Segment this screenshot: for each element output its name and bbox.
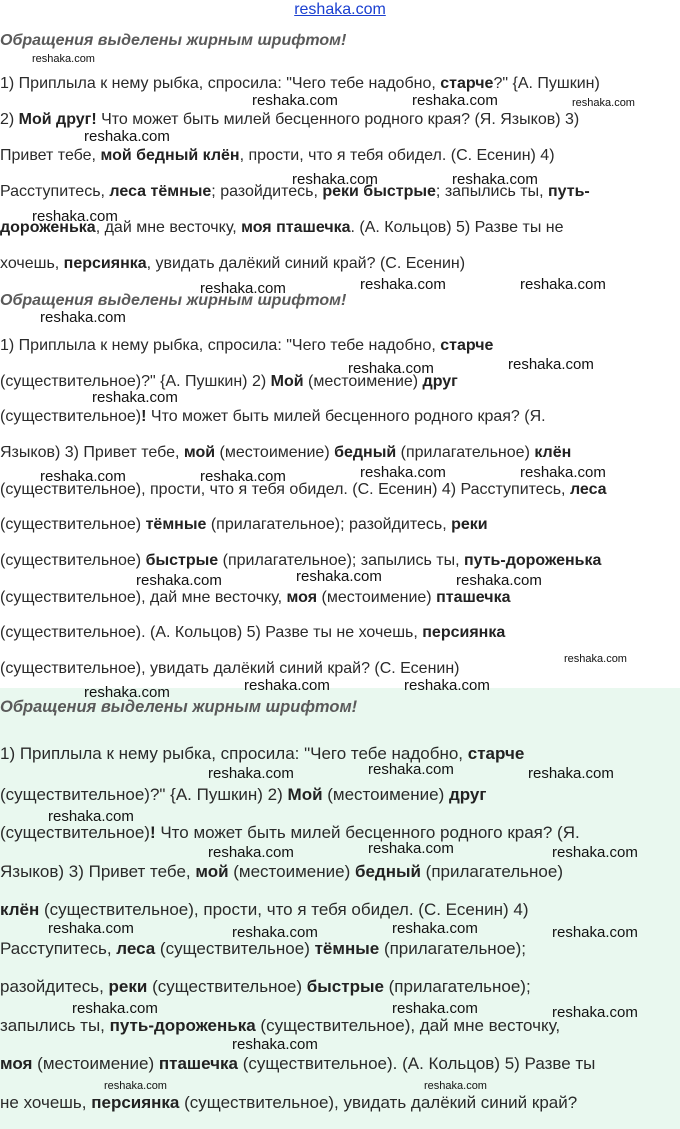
watermark-text: reshaka.com xyxy=(412,92,498,109)
text-run: разойдитесь, xyxy=(0,977,109,996)
text-line xyxy=(0,516,488,534)
watermark-text: reshaka.com xyxy=(232,1036,318,1053)
text-run: ; разойдитесь, xyxy=(211,183,323,200)
text-run: (существительное), дай мне весточку, xyxy=(0,589,287,606)
watermark-text: reshaka.com xyxy=(360,464,446,481)
bold-address: тёмные xyxy=(314,939,380,958)
watermark-text: reshaka.com xyxy=(392,1000,478,1017)
text-run: , увидать далёкий синий край? (С. Есенин) xyxy=(146,255,466,272)
section-heading-3: Обращения выделены жирным шрифтом! xyxy=(0,698,358,716)
bold-address: тёмные xyxy=(145,516,207,533)
text-line xyxy=(0,1016,560,1036)
text-run: Что может быть милей бесценного родного края? (Я. Языков) 3) xyxy=(96,111,580,128)
bold-address: путь-дороженька xyxy=(109,1016,256,1035)
bold-address: быстрые xyxy=(145,552,219,569)
bold-address: мой xyxy=(183,444,216,461)
bold-address: моя xyxy=(286,589,318,606)
text-run: (местоимение) xyxy=(322,785,449,804)
text-run: (местоимение) xyxy=(228,862,355,881)
text-line xyxy=(0,589,511,607)
watermark-text: reshaka.com xyxy=(572,97,635,109)
watermark-text: reshaka.com xyxy=(368,761,454,778)
text-line xyxy=(0,823,580,843)
bold-address: ! xyxy=(141,408,147,425)
text-run: (существительное) xyxy=(0,516,146,533)
watermark-text: reshaka.com xyxy=(48,920,134,937)
watermark-text: reshaka.com xyxy=(32,53,95,65)
text-line xyxy=(0,147,555,165)
watermark-text: reshaka.com xyxy=(368,840,454,857)
bold-address: бедный xyxy=(354,862,421,881)
text-line xyxy=(0,939,526,959)
text-run: (прилагательное) xyxy=(420,862,563,881)
bold-address: клён xyxy=(0,900,40,919)
bold-address: реки xyxy=(108,977,148,996)
text-run: (прилагательное); xyxy=(383,977,531,996)
text-line xyxy=(0,408,546,426)
text-line xyxy=(0,111,579,129)
bold-address: клён xyxy=(534,444,572,461)
bold-address: мой xyxy=(195,862,229,881)
section-heading-2: Обращения выделены жирным шрифтом! xyxy=(0,292,347,309)
watermark-text: reshaka.com xyxy=(104,1080,167,1092)
text-run: (существительное), прости, что я тебя обидел. (С. Есенин) 4) xyxy=(39,900,529,919)
watermark-text: reshaka.com xyxy=(200,280,286,297)
text-run: (существительное)?" {А. Пушкин) 2) xyxy=(0,373,271,390)
text-run: (существительное) xyxy=(155,939,315,958)
watermark-text: reshaka.com xyxy=(48,808,134,825)
watermark-text: reshaka.com xyxy=(232,924,318,941)
watermark-text: reshaka.com xyxy=(404,677,490,694)
text-run: Языков) 3) Привет тебе, xyxy=(0,444,184,461)
text-run: хочешь, xyxy=(0,255,64,272)
watermark-text: reshaka.com xyxy=(552,924,638,941)
watermark-text: reshaka.com xyxy=(552,844,638,861)
watermark-text: reshaka.com xyxy=(528,765,614,782)
text-run: Что может быть милей бесценного родного края? (Я. xyxy=(146,408,546,425)
watermark-text: reshaka.com xyxy=(520,276,606,293)
text-run: , прости, что я тебя обидел. (С. Есенин) 4) xyxy=(239,147,555,164)
text-run: (существительное) xyxy=(147,977,307,996)
bold-address: леса тёмные xyxy=(109,183,212,200)
text-run: (прилагательное) xyxy=(396,444,535,461)
watermark-text: reshaka.com xyxy=(392,920,478,937)
text-run: 1) Приплыла к нему рыбка, спросила: "Чего тебе надобно, xyxy=(0,75,441,92)
bold-address: мой бедный клён xyxy=(100,147,240,164)
bold-address: Мой xyxy=(287,785,323,804)
text-line xyxy=(0,862,563,882)
watermark-text: reshaka.com xyxy=(84,128,170,145)
watermark-text: reshaka.com xyxy=(92,389,178,406)
watermark-text: reshaka.com xyxy=(348,360,434,377)
bold-address: старче xyxy=(440,75,494,92)
text-run: (прилагательное); запылись ты, xyxy=(218,552,464,569)
bold-address: бедный xyxy=(334,444,397,461)
watermark-text: reshaka.com xyxy=(292,171,378,188)
bold-address: леса xyxy=(116,939,156,958)
text-run: (существительное) xyxy=(0,408,142,425)
text-run: Расступитесь, xyxy=(0,183,110,200)
text-run: 2) xyxy=(0,111,19,128)
text-line xyxy=(0,1054,595,1074)
text-run: (местоимение) xyxy=(32,1054,159,1073)
text-run: (существительное). (А. Кольцов) 5) Разве ты не хочешь, xyxy=(0,624,423,641)
text-run: . (А. Кольцов) 5) Разве ты не xyxy=(350,219,564,236)
watermark-text: reshaka.com xyxy=(424,1080,487,1092)
text-run: (существительное) xyxy=(0,552,146,569)
watermark-text: reshaka.com xyxy=(360,276,446,293)
text-run: запылись ты, xyxy=(0,1016,110,1035)
text-run: ?" {А. Пушкин) xyxy=(493,75,600,92)
text-run: (существительное), дай мне весточку, xyxy=(255,1016,561,1035)
text-line xyxy=(0,444,571,462)
bold-address: моя пташечка xyxy=(241,219,351,236)
watermark-text: reshaka.com xyxy=(72,1000,158,1017)
bold-address: старче xyxy=(467,744,525,763)
watermark-text: reshaka.com xyxy=(252,92,338,109)
text-line xyxy=(0,75,600,93)
text-run: (местоимение) xyxy=(215,444,335,461)
text-line xyxy=(0,900,529,920)
watermark-text: reshaka.com xyxy=(40,309,126,326)
text-line xyxy=(0,977,531,997)
bold-address: пташечка xyxy=(436,589,511,606)
bold-address: путь-дороженька xyxy=(463,552,602,569)
bold-address: персиянка xyxy=(422,624,506,641)
watermark-text: reshaka.com xyxy=(456,572,542,589)
text-run: (прилагательное); xyxy=(379,939,526,958)
watermark-text: reshaka.com xyxy=(40,468,126,485)
bold-address: Мой друг! xyxy=(18,111,97,128)
text-line xyxy=(0,1093,577,1113)
bold-address: Мой xyxy=(270,373,304,390)
watermark-text: reshaka.com xyxy=(244,677,330,694)
section-heading-1: Обращения выделены жирным шрифтом! xyxy=(0,32,347,49)
text-run: (местоимение) xyxy=(303,373,423,390)
watermark-text: reshaka.com xyxy=(296,568,382,585)
bold-address: пташечка xyxy=(158,1054,238,1073)
bold-address: моя xyxy=(0,1054,33,1073)
text-run: (существительное), увидать далёкий синий край? xyxy=(179,1093,578,1112)
text-run: , дай мне весточку, xyxy=(95,219,242,236)
text-run: не хочешь, xyxy=(0,1093,92,1112)
watermark-text: reshaka.com xyxy=(200,468,286,485)
bold-address: персиянка xyxy=(91,1093,180,1112)
site-header[interactable]: reshaka.com xyxy=(294,1,386,18)
watermark-text: reshaka.com xyxy=(208,765,294,782)
bold-address: друг xyxy=(422,373,458,390)
watermark-text: reshaka.com xyxy=(84,684,170,701)
text-run: Языков) 3) Привет тебе, xyxy=(0,862,196,881)
bold-address: ! xyxy=(149,823,156,842)
bold-address: реки xyxy=(451,516,488,533)
text-run: Привет тебе, xyxy=(0,147,101,164)
text-line xyxy=(0,785,486,805)
watermark-text: reshaka.com xyxy=(32,208,118,225)
text-run: (существительное), прости, что я тебя обидел. (С. Есенин) 4) Расступитесь, xyxy=(0,481,570,498)
bold-address: старче xyxy=(440,337,494,354)
watermark-text: reshaka.com xyxy=(552,1004,638,1021)
watermark-text: reshaka.com xyxy=(136,572,222,589)
text-run: (существительное). (А. Кольцов) 5) Разве ты xyxy=(237,1054,596,1073)
bold-address: быстрые xyxy=(306,977,384,996)
text-line xyxy=(0,337,493,355)
bold-address: путь- xyxy=(547,183,590,200)
text-run: (существительное)?" {А. Пушкин) 2) xyxy=(0,785,288,804)
text-run: 1) Приплыла к нему рыбка, спросила: "Чего тебе надобно, xyxy=(0,337,441,354)
bold-address: друг xyxy=(448,785,487,804)
text-run: (существительное), увидать далёкий синий край? (С. Есенин) xyxy=(0,660,460,677)
text-run: (прилагательное); разойдитесь, xyxy=(206,516,452,533)
text-run: ; запылись ты, xyxy=(435,183,548,200)
watermark-text: reshaka.com xyxy=(452,171,538,188)
text-run: Расступитесь, xyxy=(0,939,117,958)
text-run: Что может быть милей бесценного родного края? (Я. xyxy=(155,823,580,842)
watermark-text: reshaka.com xyxy=(520,464,606,481)
text-line xyxy=(0,660,460,678)
bold-address: дороженька xyxy=(0,219,96,236)
watermark-text: reshaka.com xyxy=(564,653,627,665)
text-line xyxy=(0,255,465,273)
text-run: (местоимение) xyxy=(317,589,437,606)
text-run: (существительное) xyxy=(0,823,150,842)
bold-address: леса xyxy=(569,481,607,498)
watermark-text: reshaka.com xyxy=(508,356,594,373)
watermark-text: reshaka.com xyxy=(208,844,294,861)
text-run: 1) Приплыла к нему рыбка, спросила: "Чего тебе надобно, xyxy=(0,744,468,763)
bold-address: реки быстрые xyxy=(322,183,436,200)
bold-address: персиянка xyxy=(63,255,147,272)
text-line xyxy=(0,624,505,642)
